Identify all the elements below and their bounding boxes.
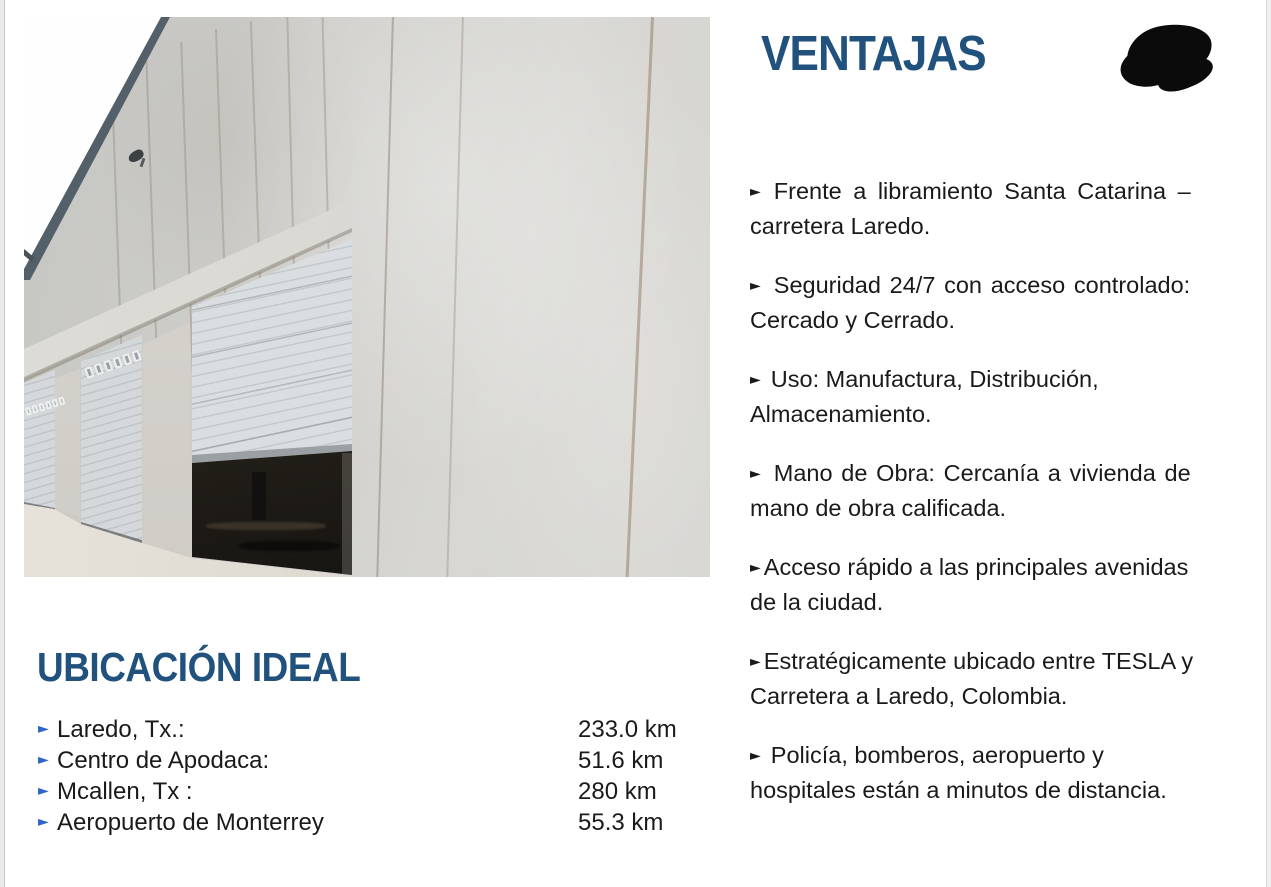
distance-value: 55.3 km bbox=[578, 809, 664, 836]
list-item bbox=[750, 364, 1218, 430]
table-row bbox=[38, 745, 718, 776]
interior-post bbox=[252, 472, 266, 520]
ventajas-title: VENTAJAS bbox=[761, 27, 986, 81]
blue-triangle-bullet-icon: ► bbox=[38, 783, 49, 799]
item-text: Policía, bomberos, aeropuerto y bbox=[770, 742, 1104, 768]
item-text: Uso: Manufactura, Distribución, bbox=[770, 366, 1099, 392]
item-text: Frente a libramiento Santa Catarina – bbox=[773, 178, 1191, 204]
destination-label: Laredo, Tx.: bbox=[57, 716, 185, 743]
item-text: Estratégicamente ubicado entre TESLA y bbox=[763, 648, 1194, 674]
item-text: Mano de Obra: Cercanía a vivienda de bbox=[773, 460, 1191, 486]
list-item bbox=[750, 740, 1218, 806]
triangle-bullet-icon: ► bbox=[750, 560, 761, 576]
triangle-bullet-icon: ► bbox=[750, 748, 761, 764]
interior-debris bbox=[239, 541, 339, 551]
item-text: hospitales están a minutos de distancia. bbox=[750, 777, 1167, 803]
destination-label: Mcallen, Tx : bbox=[57, 778, 193, 805]
list-item bbox=[750, 270, 1218, 336]
destination-label: Aeropuerto de Monterrey bbox=[57, 809, 324, 836]
triangle-bullet-icon: ► bbox=[750, 184, 761, 200]
triangle-bullet-icon: ► bbox=[750, 466, 761, 482]
page-edge-right bbox=[1266, 0, 1271, 887]
table-row bbox=[38, 714, 718, 745]
ventajas-list bbox=[750, 176, 1218, 834]
item-text: Cercado y Cerrado. bbox=[750, 307, 956, 333]
item-text: Seguridad 24/7 con acceso controlado: bbox=[773, 272, 1191, 298]
triangle-bullet-icon: ► bbox=[750, 654, 761, 670]
distance-value: 233.0 km bbox=[578, 716, 677, 743]
list-item bbox=[750, 646, 1218, 712]
list-item bbox=[750, 458, 1218, 524]
triangle-bullet-icon: ► bbox=[750, 372, 761, 388]
distance-value: 51.6 km bbox=[578, 747, 664, 774]
blue-triangle-bullet-icon: ► bbox=[38, 814, 49, 830]
table-row bbox=[38, 807, 718, 838]
item-text: mano de obra calificada. bbox=[750, 495, 1007, 521]
item-text: Almacenamiento. bbox=[750, 401, 932, 427]
distance-table bbox=[38, 714, 718, 838]
opening-jamb-highlight bbox=[342, 453, 352, 575]
warehouse-photo bbox=[24, 17, 710, 577]
item-text: Acceso rápido a las principales avenidas bbox=[763, 554, 1189, 580]
blue-triangle-bullet-icon: ► bbox=[38, 752, 49, 768]
triangle-bullet-icon: ► bbox=[750, 278, 761, 294]
interior-debris bbox=[206, 522, 326, 530]
page-edge-left bbox=[0, 0, 5, 887]
distance-value: 280 km bbox=[578, 778, 657, 805]
table-row bbox=[38, 776, 718, 807]
ubicacion-title: UBICACIÓN IDEAL bbox=[37, 644, 361, 690]
list-item bbox=[750, 176, 1218, 242]
blue-triangle-bullet-icon: ► bbox=[38, 721, 49, 737]
item-text: Carretera a Laredo, Colombia. bbox=[750, 683, 1068, 709]
list-item bbox=[750, 552, 1218, 618]
item-text: de la ciudad. bbox=[750, 589, 884, 615]
item-text: carretera Laredo. bbox=[750, 213, 931, 239]
redacted-logo bbox=[1120, 16, 1218, 100]
destination-label: Centro de Apodaca: bbox=[57, 747, 270, 774]
